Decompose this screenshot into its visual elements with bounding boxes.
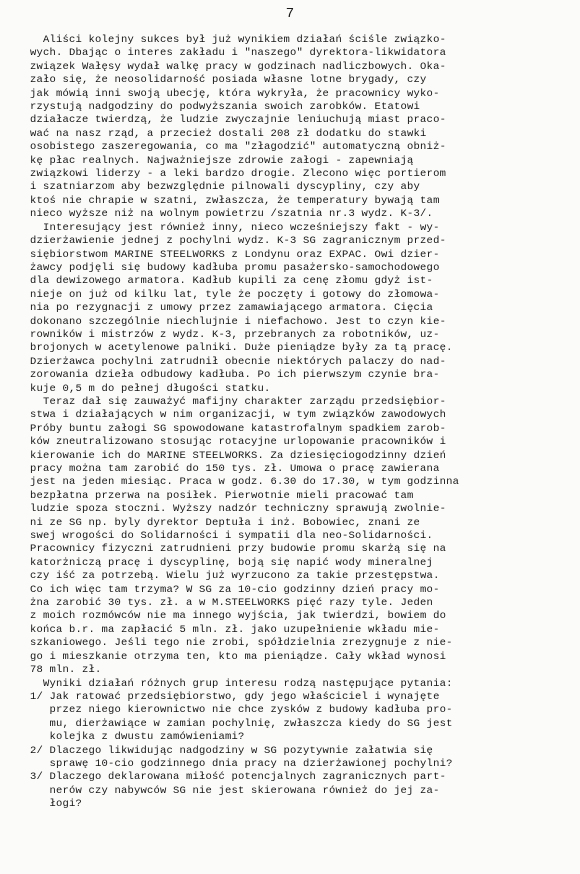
text-line: stwa i działających w nim organizacji, w tym związków zawodowych: [30, 409, 447, 422]
text-line: nerów czy nabywców SG nie jest skierowana również do jej za-: [30, 784, 440, 797]
text-line: Pracownicy fizyczni zatrudnieni przy budowie promu skarżą się na: [30, 543, 447, 556]
text-line: sprawę 10-cio godzinnego dnia pracy na dzierżawionej pochylni?: [30, 757, 453, 770]
text-line: z moich rozmówców nie ma innego wyjścia, jak twierdzi, bowiem do: [30, 610, 447, 623]
text-line: 78 mln. zł.: [30, 664, 102, 677]
text-line: ludzie spoza stoczni. Wyższy nadzór techniczny sprawują zwolnie-: [30, 503, 447, 516]
text-line: nieco wyższe niż na wolnym powietrzu /szatnia nr.3 wydz. K-3/.: [30, 208, 434, 221]
text-line: żna zarobić 30 tys. zł. a w M.STEELWORKS pięć razy tyle. Jeden: [30, 597, 434, 610]
text-line: jest na jeden miesiąc. Praca w godz. 6.30 do 17.30, w tym godzinna: [30, 476, 460, 489]
text-line: mu, dierżawiące w zamian pochylnię, zwłaszcza kiedy do SG jest: [30, 717, 453, 730]
document-body: [30, 34, 566, 812]
text-line: dokonano szczególnie niechlujnie i niefachowo. Jest to czyn kie-: [30, 315, 447, 328]
text-line: osobistego zaszeregowania, co ma "złagodzić" automatyczną obniż-: [30, 141, 447, 154]
text-line: szkaniowego. Jeśli tego nie zrobi, spółdzielnia zrezygnuje z nie-: [30, 637, 453, 650]
text-line: zorowania dzieła odbudowy kadłuba. Po ich pierwszym czynie bra-: [30, 369, 440, 382]
text-line: czy iść za potrzebą. Wielu już wyrzucono za takie przestępstwa.: [30, 570, 440, 583]
text-line: Interesujący jest również inny, nieco wcześniejszy fakt - wy-: [30, 221, 440, 234]
text-line: pracy można tam zarobić do 150 tys. zł. Umowa o pracę zawierana: [30, 463, 440, 475]
text-line: związek Wałęsy wydał walkę pracy w godzinach nadliczbowych. Oka-: [30, 60, 447, 73]
text-line: żawcy podjęli się budowy kadłuba promu pasażersko-samochodowego: [30, 261, 440, 274]
text-line: dla dewizowego armatora. Kadłub kupili za cenę złomu gdyż ist-: [30, 275, 434, 288]
text-line: go i mieszkanie otrzyma ten, kto ma pieniądze. Cały wkład wynosi: [30, 650, 447, 663]
text-line: łogi?: [30, 798, 83, 811]
text-line: swej wrogości do Solidarności i sympatii dla neo-Solidarności.: [30, 530, 434, 543]
text-line: katorżniczą pracę i dyscyplinę, boją się napić wody mineralnej: [30, 556, 434, 569]
text-line: Dzierżawca pochylni zatrudnił obecnie niektórych palaczy do nad-: [30, 355, 447, 368]
text-line: kuje 0,5 m do pełnej długości statku.: [30, 382, 271, 395]
paragraph-4: [30, 678, 566, 812]
text-line: kierowanie ich do MARINE STEELWORKS. Za dziesięciogodzinny dzień: [30, 449, 447, 462]
text-line: 1/ Jak ratować przedsiębiorstwo, gdy jego właściciel i wynajęte: [30, 690, 440, 703]
paragraph-1: [30, 34, 566, 222]
text-line: ków zneutralizowano stosując rotacyjne urlopowanie pracowników i: [30, 436, 447, 449]
text-line: Aliści kolejny sukces był już wynikiem działań ściśle związko-: [30, 34, 447, 46]
text-line: zało się, że neosolidarność posiada własne lotne brygady, czy: [30, 74, 427, 87]
text-line: nieje on już od kilku lat, tyle że poczęty i gotowy do złomowa-: [30, 288, 440, 301]
text-line: kolejka z dwustu zamówieniami?: [30, 731, 245, 744]
text-line: końca b.r. ma zapłacić 5 mln. zł. jako uzupełnienie wkładu mie-: [30, 623, 440, 636]
page-number: 7: [285, 6, 295, 22]
text-line: rzystują nadgodziny do podwyższania swoich zarobków. Etatowi: [30, 101, 421, 114]
text-line: dzierżawienie jednej z pochylni wydz. K-3 SG zagranicznym przed-: [30, 235, 447, 248]
text-line: jak mówią inni swoją ubecję, która wykryła, że pracownicy wyko-: [30, 87, 440, 100]
text-line: Wyniki działań różnych grup interesu rodzą następujące pytania:: [30, 677, 453, 690]
text-line: wych. Dbając o interes zakładu i "naszego" dyrektora-likwidatora: [30, 47, 447, 60]
text-line: rowników i mistrzów z wydz. K-3, przebranych za robotników, uz-: [30, 328, 440, 341]
text-line: Teraz dał się zauważyć mafijny charakter zarządu przedsiębior-: [30, 395, 447, 408]
text-line: Co ich więc tam trzyma? W SG za 10-cio godzinny dzień pracy mo-: [30, 583, 440, 596]
text-line: 3/ Dlaczego deklarowana miłość potencjalnych zagranicznych part-: [30, 771, 447, 784]
text-line: związkowi liderzy - a leki bardzo drogie. Zlecono więc portierom: [30, 168, 447, 181]
text-line: bezpłatna przerwa na posiłek. Pierwotnie mieli pracować tam: [30, 489, 414, 502]
text-line: i szatniarzom aby bezwzględnie pilnowali dyscypliny, czy aby: [30, 181, 421, 194]
text-line: 2/ Dlaczego likwidując nadgodziny w SG pozytywnie załatwia się: [30, 744, 434, 757]
text-line: działacze twierdzą, że ludzie zwyczajnie leniuchują miast praco-: [30, 114, 447, 127]
text-line: ni ze SG np. byly dyrektor Deptuła i inż. Bobowiec, znani ze: [30, 516, 421, 529]
text-line: nia po rezygnacji z umowy przez zamawiającego armatora. Cięcia: [30, 302, 434, 315]
text-line: siębiorstwom MARINE STEELWORKS z Londynu oraz EXPAC. Owi dzier-: [30, 248, 440, 261]
text-line: Próby buntu załogi SG spowodowane katastrofalnym spadkiem zarob-: [30, 422, 447, 435]
text-line: wać na nasz rząd, a przecież dostali 208 zł dodatku do stawki: [30, 127, 427, 140]
text-line: ktoś nie chrapie w szatni, zwłaszcza, że temperatury bywają tam: [30, 194, 440, 207]
text-line: brojonych w acetylenowe palniki. Duże pieniądze były za tą pracę.: [30, 342, 453, 355]
text-line: przez niego kierownictwo nie chce zysków z budowy kadłuba pro-: [30, 704, 453, 717]
text-line: kę płac realnych. Najważniejsze zdrowie załogi - zapewniają: [30, 154, 414, 167]
paragraph-3: [30, 396, 566, 678]
paragraph-2: [30, 222, 566, 396]
